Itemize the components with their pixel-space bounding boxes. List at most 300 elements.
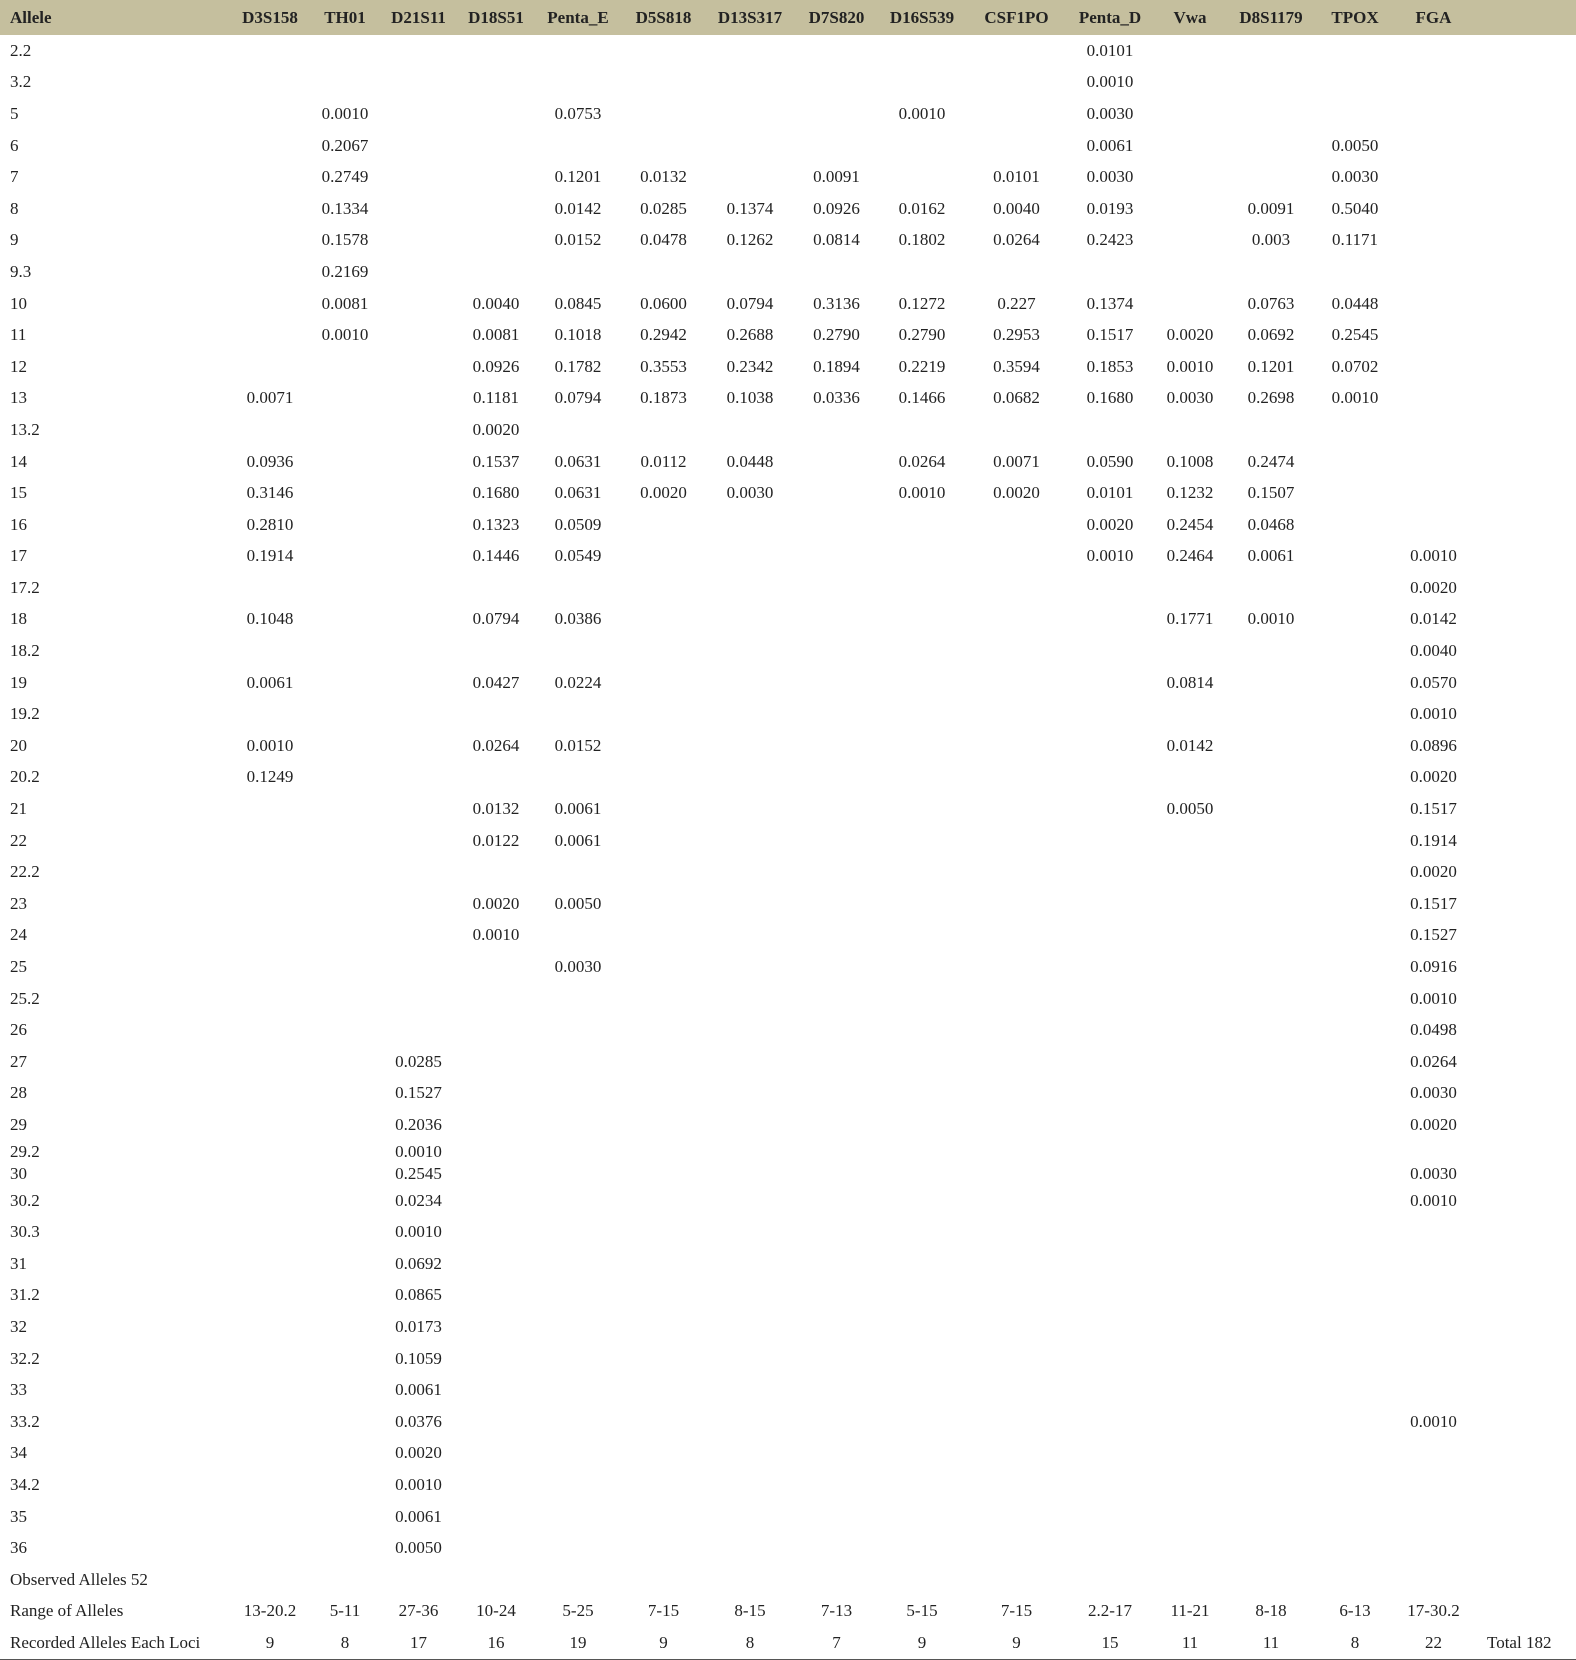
- frequency-cell: [1228, 1163, 1314, 1185]
- frequency-cell: 0.0010: [1410, 546, 1457, 566]
- frequency-cell: 0.0030: [1166, 388, 1214, 408]
- frequency-cell: [706, 572, 794, 604]
- frequency-cell: 0.0794: [726, 293, 774, 313]
- frequency-cell: [706, 730, 794, 762]
- frequency-cell: [965, 67, 1068, 99]
- empty-cell: [1471, 1078, 1576, 1110]
- frequency-cell: [1396, 414, 1471, 446]
- frequency-cell: 0.0336: [813, 388, 860, 408]
- frequency-cell: [621, 1163, 706, 1185]
- frequency-cell: [965, 983, 1068, 1015]
- column-header-penta-e: Penta_E: [547, 7, 609, 27]
- allele-cell: 22: [10, 830, 27, 850]
- frequency-cell: 0.1527: [1410, 925, 1457, 945]
- frequency-cell: [1314, 1469, 1396, 1501]
- frequency-cell: 0.003: [1251, 230, 1291, 250]
- frequency-cell: [794, 1109, 879, 1141]
- frequency-cell: [380, 351, 457, 383]
- recorded-count-cell: 17: [410, 1632, 427, 1652]
- frequency-cell: [706, 762, 794, 794]
- frequency-cell: [621, 762, 706, 794]
- table-row: [0, 541, 1576, 573]
- frequency-cell: [310, 1185, 380, 1217]
- empty-cell: [1471, 1046, 1576, 1078]
- frequency-cell: [1152, 161, 1228, 193]
- empty-cell: [1471, 825, 1576, 857]
- frequency-cell: [879, 1532, 965, 1564]
- frequency-cell: [965, 1532, 1068, 1564]
- frequency-cell: 0.0692: [395, 1253, 442, 1273]
- table-row: [0, 1163, 1576, 1185]
- column-header-d3s158: D3S158: [242, 7, 298, 27]
- frequency-cell: 0.0010: [395, 1474, 442, 1494]
- frequency-cell: [230, 1501, 310, 1533]
- header-row: [0, 0, 1576, 35]
- frequency-cell: [794, 920, 879, 952]
- frequency-cell: 0.1578: [321, 230, 369, 250]
- frequency-cell: [457, 1374, 535, 1406]
- recorded-count-cell: 19: [569, 1632, 587, 1652]
- frequency-cell: 0.0050: [1331, 135, 1379, 155]
- range-cell: 11-21: [1170, 1601, 1210, 1621]
- frequency-cell: [794, 67, 879, 99]
- frequency-cell: [1068, 1185, 1152, 1217]
- allele-cell: 13: [10, 388, 27, 408]
- frequency-cell: [879, 698, 965, 730]
- observed-alleles-label: Observed Alleles 52: [10, 1569, 148, 1589]
- frequency-cell: [1152, 698, 1228, 730]
- allele-cell: 36: [10, 1538, 27, 1558]
- frequency-cell: [965, 730, 1068, 762]
- frequency-cell: [1152, 35, 1228, 67]
- frequency-cell: [794, 1406, 879, 1438]
- frequency-cell: [965, 951, 1068, 983]
- frequency-cell: [230, 951, 310, 983]
- allele-cell: 9.3: [10, 261, 32, 281]
- frequency-cell: [706, 1501, 794, 1533]
- frequency-cell: [1068, 1438, 1152, 1470]
- range-cell: 17-30.2: [1407, 1601, 1460, 1621]
- frequency-cell: [879, 1078, 965, 1110]
- frequency-cell: [1068, 1141, 1152, 1163]
- table-row: [0, 256, 1576, 288]
- frequency-cell: 0.2810: [246, 514, 294, 534]
- frequency-cell: 0.0010: [1086, 72, 1134, 92]
- table-row: [0, 1532, 1576, 1564]
- frequency-cell: 0.0600: [640, 293, 687, 313]
- frequency-cell: [230, 1216, 310, 1248]
- frequency-cell: 0.0061: [554, 799, 602, 819]
- frequency-cell: 0.0264: [898, 451, 946, 471]
- frequency-cell: [1228, 793, 1314, 825]
- frequency-cell: [1228, 1141, 1314, 1163]
- frequency-cell: [1068, 1501, 1152, 1533]
- frequency-cell: [1068, 1374, 1152, 1406]
- frequency-cell: 0.0061: [554, 830, 602, 850]
- allele-cell: 34.2: [10, 1474, 40, 1494]
- frequency-cell: [1068, 604, 1152, 636]
- allele-cell: 3.2: [10, 72, 32, 92]
- frequency-cell: [879, 1311, 965, 1343]
- frequency-cell: 0.0682: [993, 388, 1040, 408]
- frequency-cell: [965, 604, 1068, 636]
- frequency-cell: [621, 1216, 706, 1248]
- frequency-cell: 0.0224: [554, 672, 602, 692]
- frequency-cell: [1228, 1374, 1314, 1406]
- frequency-cell: [1152, 888, 1228, 920]
- frequency-cell: [230, 1280, 310, 1312]
- frequency-cell: [230, 1163, 310, 1185]
- frequency-cell: [621, 635, 706, 667]
- frequency-cell: [310, 541, 380, 573]
- frequency-cell: [621, 1343, 706, 1375]
- frequency-cell: [457, 1438, 535, 1470]
- frequency-cell: [621, 730, 706, 762]
- column-header-blank: [1471, 0, 1576, 35]
- frequency-cell: [1068, 1406, 1152, 1438]
- frequency-cell: [706, 541, 794, 573]
- frequency-cell: [230, 1532, 310, 1564]
- frequency-cell: [706, 98, 794, 130]
- frequency-cell: [310, 446, 380, 478]
- range-cell: 10-24: [476, 1601, 516, 1621]
- frequency-cell: 0.1873: [640, 388, 687, 408]
- frequency-cell: [706, 604, 794, 636]
- frequency-cell: 0.1446: [472, 546, 520, 566]
- frequency-cell: [1152, 67, 1228, 99]
- frequency-cell: [965, 920, 1068, 952]
- frequency-cell: 0.0030: [1086, 167, 1134, 187]
- column-header-d7s820: D7S820: [808, 7, 865, 27]
- frequency-cell: 0.0590: [1086, 451, 1134, 471]
- allele-cell: 18: [10, 609, 27, 629]
- table-row: [0, 383, 1576, 415]
- frequency-cell: [879, 793, 965, 825]
- recorded-count-cell: 9: [659, 1632, 668, 1652]
- frequency-cell: [310, 730, 380, 762]
- empty-cell: [1471, 541, 1576, 573]
- frequency-cell: [1228, 1046, 1314, 1078]
- frequency-cell: [621, 1078, 706, 1110]
- table-row: [0, 130, 1576, 162]
- frequency-cell: [621, 541, 706, 573]
- frequency-cell: [310, 1014, 380, 1046]
- frequency-cell: [794, 541, 879, 573]
- frequency-cell: [1396, 1532, 1471, 1564]
- frequency-cell: [879, 762, 965, 794]
- empty-cell: [1471, 193, 1576, 225]
- frequency-cell: [965, 35, 1068, 67]
- allele-cell: 31.2: [10, 1285, 40, 1305]
- frequency-cell: 0.0091: [1247, 198, 1295, 218]
- empty-cell: [1471, 635, 1576, 667]
- frequency-cell: [879, 161, 965, 193]
- frequency-cell: [1152, 1014, 1228, 1046]
- frequency-cell: [535, 1109, 621, 1141]
- frequency-cell: [621, 414, 706, 446]
- frequency-cell: [965, 541, 1068, 573]
- recorded-count-cell: 11: [1262, 1632, 1280, 1652]
- frequency-cell: [310, 825, 380, 857]
- frequency-cell: [1396, 1280, 1471, 1312]
- frequency-cell: [794, 1248, 879, 1280]
- frequency-cell: [1068, 1280, 1152, 1312]
- frequency-cell: [457, 1311, 535, 1343]
- frequency-cell: [1152, 1469, 1228, 1501]
- frequency-cell: [706, 1109, 794, 1141]
- frequency-cell: [310, 698, 380, 730]
- frequency-cell: [879, 414, 965, 446]
- recorded-count-cell: 9: [1012, 1632, 1021, 1652]
- frequency-cell: 0.0101: [1086, 483, 1134, 503]
- frequency-cell: 0.0814: [813, 230, 860, 250]
- frequency-cell: [1396, 1501, 1471, 1533]
- frequency-cell: [1228, 1248, 1314, 1280]
- frequency-cell: 0.0386: [554, 609, 602, 629]
- frequency-cell: [879, 1109, 965, 1141]
- frequency-cell: [621, 888, 706, 920]
- frequency-cell: [965, 1014, 1068, 1046]
- frequency-cell: [1396, 1374, 1471, 1406]
- frequency-cell: [794, 888, 879, 920]
- frequency-cell: [621, 256, 706, 288]
- frequency-cell: [1396, 351, 1471, 383]
- frequency-cell: [706, 414, 794, 446]
- frequency-cell: [794, 1532, 879, 1564]
- frequency-cell: 0.0010: [1247, 609, 1295, 629]
- frequency-cell: [310, 951, 380, 983]
- frequency-cell: 0.1517: [1410, 893, 1457, 913]
- frequency-cell: [230, 983, 310, 1015]
- range-cell: 13-20.2: [243, 1601, 297, 1621]
- frequency-cell: [794, 762, 879, 794]
- empty-cell: [1471, 698, 1576, 730]
- frequency-cell: [310, 762, 380, 794]
- frequency-cell: [965, 1469, 1068, 1501]
- allele-cell: 9: [10, 230, 19, 250]
- frequency-cell: [535, 67, 621, 99]
- frequency-cell: [706, 35, 794, 67]
- table-row: [0, 888, 1576, 920]
- frequency-cell: [310, 793, 380, 825]
- frequency-cell: [706, 1141, 794, 1163]
- frequency-cell: [535, 1406, 621, 1438]
- frequency-cell: [879, 1438, 965, 1470]
- frequency-cell: [1314, 98, 1396, 130]
- frequency-cell: [621, 67, 706, 99]
- frequency-cell: [706, 256, 794, 288]
- frequency-cell: [535, 1374, 621, 1406]
- frequency-cell: [457, 698, 535, 730]
- table-row: [0, 161, 1576, 193]
- range-cell: 6-13: [1339, 1601, 1371, 1621]
- frequency-cell: [535, 635, 621, 667]
- table-row: [0, 1014, 1576, 1046]
- frequency-cell: [310, 414, 380, 446]
- table-row: [0, 572, 1576, 604]
- frequency-cell: [230, 193, 310, 225]
- frequency-cell: 0.0865: [395, 1285, 442, 1305]
- frequency-cell: [457, 1406, 535, 1438]
- frequency-cell: [1314, 1185, 1396, 1217]
- range-cell: 5-15: [906, 1601, 938, 1621]
- frequency-cell: [706, 951, 794, 983]
- empty-cell: [1471, 1532, 1576, 1564]
- frequency-cell: [621, 825, 706, 857]
- frequency-cell: [794, 825, 879, 857]
- frequency-cell: [1314, 951, 1396, 983]
- frequency-cell: [230, 825, 310, 857]
- frequency-cell: [310, 477, 380, 509]
- frequency-cell: [965, 793, 1068, 825]
- frequency-cell: [706, 1163, 794, 1185]
- table-body: [0, 35, 1576, 1564]
- frequency-cell: [879, 983, 965, 1015]
- frequency-cell: 0.0010: [246, 735, 294, 755]
- frequency-cell: [230, 856, 310, 888]
- column-header-vwa: Vwa: [1173, 7, 1207, 27]
- frequency-cell: [621, 793, 706, 825]
- frequency-cell: [380, 635, 457, 667]
- frequency-cell: 0.1507: [1247, 483, 1295, 503]
- frequency-cell: 0.0794: [472, 609, 520, 629]
- frequency-cell: [1068, 635, 1152, 667]
- frequency-cell: [794, 414, 879, 446]
- range-cell: 7-15: [647, 1601, 680, 1621]
- frequency-cell: [310, 351, 380, 383]
- frequency-cell: [1314, 1374, 1396, 1406]
- frequency-cell: [457, 1216, 535, 1248]
- frequency-cell: [794, 1141, 879, 1163]
- frequency-cell: [965, 509, 1068, 541]
- frequency-cell: [535, 1185, 621, 1217]
- frequency-cell: 0.1853: [1086, 356, 1134, 376]
- frequency-cell: 0.0631: [554, 451, 602, 471]
- frequency-cell: [1068, 1046, 1152, 1078]
- empty-cell: [1471, 1141, 1576, 1163]
- frequency-cell: [706, 1046, 794, 1078]
- frequency-cell: [457, 1343, 535, 1375]
- table-row: [0, 667, 1576, 699]
- frequency-cell: 0.0020: [993, 483, 1040, 503]
- frequency-cell: [794, 1438, 879, 1470]
- frequency-cell: [1314, 730, 1396, 762]
- observed-alleles-row: [0, 1564, 1576, 1596]
- frequency-cell: [535, 1014, 621, 1046]
- frequency-cell: [457, 762, 535, 794]
- frequency-cell: [706, 1406, 794, 1438]
- frequency-cell: 0.1374: [726, 198, 774, 218]
- frequency-cell: [965, 130, 1068, 162]
- frequency-cell: [1396, 1141, 1471, 1163]
- frequency-cell: [1314, 1438, 1396, 1470]
- frequency-cell: 0.0010: [395, 1222, 442, 1242]
- frequency-cell: [879, 509, 965, 541]
- allele-cell: 7: [10, 167, 19, 187]
- frequency-cell: [535, 983, 621, 1015]
- frequency-cell: [1228, 825, 1314, 857]
- frequency-cell: [794, 477, 879, 509]
- frequency-cell: [457, 35, 535, 67]
- table-row: [0, 1185, 1576, 1217]
- empty-cell: [1471, 130, 1576, 162]
- frequency-cell: [621, 1438, 706, 1470]
- frequency-cell: [310, 1216, 380, 1248]
- frequency-cell: [1152, 825, 1228, 857]
- frequency-cell: 0.0050: [395, 1538, 442, 1558]
- frequency-cell: 0.2790: [813, 325, 860, 345]
- frequency-cell: [965, 1141, 1068, 1163]
- frequency-cell: [1314, 1406, 1396, 1438]
- column-header-d5s818: D5S818: [635, 7, 692, 27]
- column-header-tpox: TPOX: [1331, 7, 1379, 27]
- frequency-cell: [1152, 572, 1228, 604]
- frequency-cell: 0.3553: [640, 356, 687, 376]
- frequency-cell: [965, 1185, 1068, 1217]
- frequency-cell: 0.0702: [1331, 356, 1379, 376]
- frequency-cell: [1314, 509, 1396, 541]
- allele-cell: 17.2: [10, 577, 40, 597]
- allele-cell: 32: [10, 1316, 27, 1336]
- frequency-cell: [380, 888, 457, 920]
- frequency-cell: 0.0081: [321, 293, 369, 313]
- frequency-cell: 0.0549: [554, 546, 602, 566]
- frequency-cell: [535, 1311, 621, 1343]
- frequency-cell: [1228, 1014, 1314, 1046]
- frequency-cell: [1228, 1185, 1314, 1217]
- frequency-cell: 0.3146: [246, 483, 294, 503]
- frequency-cell: [1228, 414, 1314, 446]
- frequency-cell: [1152, 1141, 1228, 1163]
- empty-cell: [1471, 667, 1576, 699]
- frequency-cell: [1314, 920, 1396, 952]
- frequency-cell: [1396, 477, 1471, 509]
- frequency-cell: [621, 98, 706, 130]
- allele-cell: 30: [10, 1163, 27, 1183]
- frequency-cell: [380, 414, 457, 446]
- empty-cell: [1471, 1406, 1576, 1438]
- frequency-cell: 0.0020: [472, 419, 520, 439]
- frequency-cell: [1228, 1280, 1314, 1312]
- frequency-cell: [794, 1501, 879, 1533]
- frequency-cell: [1152, 1343, 1228, 1375]
- frequency-cell: [1152, 951, 1228, 983]
- frequency-cell: 0.1262: [726, 230, 774, 250]
- frequency-cell: [879, 1141, 965, 1163]
- frequency-cell: [621, 920, 706, 952]
- frequency-cell: [457, 130, 535, 162]
- frequency-cell: 0.0193: [1086, 198, 1134, 218]
- table-row: [0, 414, 1576, 446]
- frequency-cell: [1314, 35, 1396, 67]
- frequency-cell: [380, 477, 457, 509]
- recorded-count-cell: 8: [1350, 1632, 1360, 1652]
- frequency-cell: [1396, 1248, 1471, 1280]
- frequency-cell: 0.1894: [813, 356, 860, 376]
- frequency-cell: [879, 1185, 965, 1217]
- frequency-cell: [879, 1014, 965, 1046]
- frequency-cell: [1152, 256, 1228, 288]
- frequency-cell: 0.1914: [246, 546, 294, 566]
- frequency-cell: [794, 98, 879, 130]
- frequency-cell: [457, 1046, 535, 1078]
- table-row: [0, 509, 1576, 541]
- frequency-cell: [706, 825, 794, 857]
- frequency-cell: [457, 161, 535, 193]
- frequency-cell: [879, 604, 965, 636]
- frequency-cell: [535, 1532, 621, 1564]
- frequency-cell: [965, 1163, 1068, 1185]
